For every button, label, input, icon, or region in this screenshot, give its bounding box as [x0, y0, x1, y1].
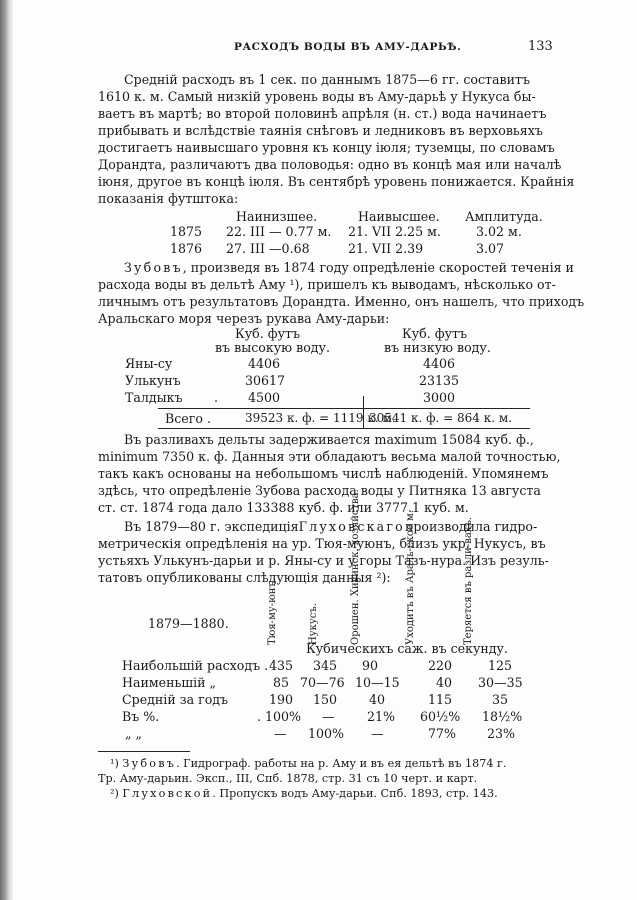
footnote-text: . Гидрограф. работы на р. Аму и въ ея дельтѣ въ 1874 г.: [176, 757, 507, 770]
text-line: метрическія опредѣленія на ур. Тюя-муюнъ, близъ укр. Нукусъ, въ: [98, 536, 546, 551]
expedition-row-label: Наибольшій расходъ .: [122, 658, 269, 673]
page-number: 133: [528, 39, 553, 54]
expedition-row-label: Средній за годъ: [122, 692, 229, 707]
table-rule: [158, 408, 530, 409]
gauge-high: 21. VII 2.39: [348, 241, 424, 256]
expedition-col-header: Орошен. Хивинск. хозяйства.: [350, 489, 361, 645]
page-binding-edge: [0, 0, 14, 900]
text-line: іюня, другое въ концѣ іюля. Въ сентябрѣ уровень понижается. Крайнія: [98, 174, 575, 189]
text-line: прибывать и вслѣдствіе таянія снѣговъ и ледниковъ въ верховьяхъ: [98, 123, 543, 138]
gauge-header-amp: Амплитуда.: [465, 209, 543, 224]
gauge-amp: 3.07: [476, 241, 505, 256]
discharge-col-high-1: Куб. футъ: [235, 326, 300, 341]
text-line: ваетъ въ мартѣ; во второй половинѣ апрѣля (н. ст.) вода начинаетъ: [98, 106, 547, 121]
expedition-cell: 60½%: [420, 709, 461, 724]
text-line: 1610 к. м. Самый низкій уровень воды въ Аму-дарьѣ у Нукуса бы-: [98, 89, 536, 104]
footnote-mark: ²): [110, 787, 119, 800]
gauge-year: 1876: [170, 241, 203, 256]
expedition-cell: 30—35: [478, 675, 523, 690]
expedition-period: 1879—1880.: [148, 616, 229, 631]
discharge-row-low: 4406: [423, 356, 456, 371]
expedition-col-header: Тюя-му-юнъ.: [267, 577, 278, 645]
expedition-cell: 85: [273, 675, 290, 690]
leader-dot: .: [214, 390, 219, 405]
gauge-low: 27. III —0.68: [226, 241, 310, 256]
expedition-cell: 70—76: [300, 675, 345, 690]
author-name: Зубовъ: [124, 260, 183, 275]
expedition-col-header: Теряется въ разли-вахъ.: [463, 517, 474, 645]
footnote-rule: [98, 751, 190, 752]
discharge-row-name: Улькунъ: [125, 373, 181, 388]
table-rule: [158, 428, 530, 429]
expedition-row-label: Наименьшій „: [122, 675, 217, 690]
expedition-cell: 125: [488, 658, 513, 673]
expedition-cell: 18½%: [482, 709, 523, 724]
expedition-row-label: Въ %.: [122, 709, 160, 724]
expedition-cell: —: [371, 726, 384, 741]
expedition-cell: —: [322, 709, 335, 724]
text-line: Аральскаго моря черезъ рукава Аму-дарьи:: [98, 311, 390, 326]
footnote-2: [110, 786, 498, 801]
gauge-year: 1875: [170, 224, 203, 239]
discharge-total-high: 39523 к. ф. = 1119 к. м.: [245, 411, 396, 425]
running-title: РАСХОДЪ ВОДЫ ВЪ АМУ-ДАРЬѢ.: [234, 41, 462, 53]
discharge-col-low-1: Куб. футъ: [402, 326, 467, 341]
expedition-cell: 190: [269, 692, 294, 707]
discharge-row-name: Талдыкъ: [125, 390, 183, 405]
expedition-cell: 345: [313, 658, 338, 673]
expedition-cell: 115: [428, 692, 453, 707]
expedition-cell: 35: [492, 692, 509, 707]
gauge-header-low: Наинизшее.: [236, 209, 318, 224]
discharge-total-low: 30541 к. ф. = 864 к. м.: [369, 411, 513, 425]
text-line: Въ разливахъ дельты задерживается maximum 15084 куб. ф.,: [124, 432, 534, 447]
discharge-col-high-2: въ высокую воду.: [215, 340, 330, 355]
discharge-row-high: 30617: [245, 373, 286, 388]
expedition-cell: 77%: [428, 726, 456, 741]
text-span: Въ 1879—80 г. экспедиція: [124, 519, 299, 534]
gauge-amp: 3.02 м.: [476, 224, 522, 239]
expedition-col-header: Уходитъ въ Араль-ское м.: [405, 510, 416, 645]
footnote-text: . Пропускъ водъ Аму-дарьи. Спб. 1893, стр. 143.: [212, 787, 498, 800]
text-line: Средній расходъ въ 1 сек. по даннымъ 1875—6 гг. составитъ: [124, 72, 530, 87]
text-line: личнымъ отъ результатовъ Дорандта. Именно, онъ нашелъ, что приходъ: [98, 294, 585, 309]
text-line: показанія футштока:: [98, 191, 239, 206]
text-span: производила гидро-: [404, 519, 538, 534]
text-line: здѣсь, что опредѣленіе Зубова расхода воды у Питняка 13 августа: [98, 483, 541, 498]
expedition-cell: 40: [369, 692, 386, 707]
expedition-cell: 10—15: [355, 675, 400, 690]
expedition-cell: —: [274, 726, 287, 741]
discharge-row-high: 4406: [248, 356, 281, 371]
expedition-cell: 150: [313, 692, 338, 707]
author-name: Глуховскаго: [298, 519, 405, 534]
expedition-unit: Кубическихъ саж. въ секунду.: [306, 641, 508, 656]
expedition-cell: 40: [436, 675, 453, 690]
text-line: такъ какъ основаны на небольшомъ числѣ наблюденій. Упомянемъ: [98, 466, 549, 481]
footnote-1: [110, 756, 506, 771]
expedition-cell: 100%: [308, 726, 345, 741]
expedition-cell: 23%: [487, 726, 515, 741]
text-line: достигаетъ наивысшаго уровня къ концу іюля; туземцы, по словамъ: [98, 140, 555, 155]
discharge-row-high: 4500: [248, 390, 281, 405]
expedition-cell: . 100%: [257, 709, 302, 724]
gauge-header-high: Наивысшее.: [358, 209, 440, 224]
expedition-cell: 21%: [367, 709, 395, 724]
footnote-author: Глуховской: [122, 787, 213, 800]
discharge-col-low-2: въ низкую воду.: [384, 340, 491, 355]
text-line: расхода воды въ дельтѣ Аму ¹), пришелъ къ выводамъ, нѣсколько от-: [98, 277, 556, 292]
text-line: [98, 259, 574, 276]
text-line: ст. ст. 1874 года дало 133388 куб. ф. или 3777.1 куб. м.: [98, 500, 469, 515]
discharge-row-low: 23135: [419, 373, 460, 388]
gauge-high: 21. VII 2.25 м.: [348, 224, 441, 239]
expedition-col-header: Нукусъ.: [308, 603, 319, 645]
text-line: Дорандта, различаютъ два половодья: одно въ концѣ мая или началѣ: [98, 157, 562, 172]
expedition-cell: 90: [362, 658, 379, 673]
discharge-total-label: Всего .: [165, 411, 211, 426]
discharge-row-name: Яны-су: [125, 356, 173, 371]
text-span: , произведя въ 1874 году опредѣленіе скоростей теченія и: [182, 260, 574, 275]
expedition-row-label: „ „: [125, 726, 143, 741]
text-line: татовъ опубликованы слѣдующія данныя ²):: [98, 570, 391, 585]
text-line: устьяхъ Улькунъ-дарьи и р. Яны-су и у горы Тазъ-нура. Изъ резуль-: [98, 553, 549, 568]
text-line: minimum 7350 к. ф. Данныя эти обладаютъ весьма малой точностью,: [98, 449, 561, 464]
expedition-cell: 435: [269, 658, 294, 673]
gauge-low: 22. III — 0.77 м.: [226, 224, 332, 239]
expedition-cell: 220: [428, 658, 453, 673]
footnote-author: Зубовъ: [122, 757, 177, 770]
discharge-row-low: 3000: [423, 390, 456, 405]
footnote-mark: ¹): [110, 757, 119, 770]
footnote-1-cont: Тр. Аму-дарьин. Эксп., III, Спб. 1878, стр. 31 съ 10 черт. и карт.: [98, 772, 478, 785]
